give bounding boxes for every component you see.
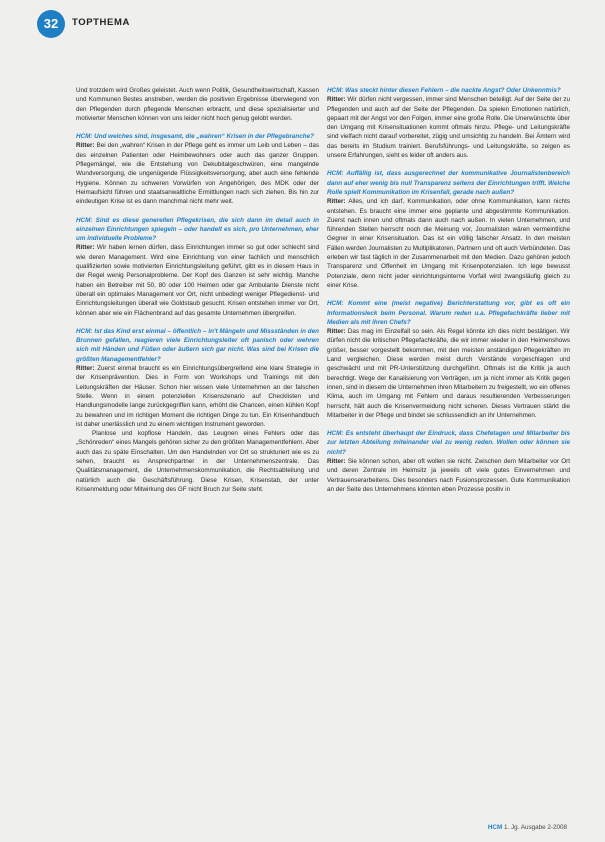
- answer-5-text: Alles, und ich darf, Kommunikation, oder ohne Kommunikation, kann nichts entstehen. Es braucht eine immer eine geplante und abgestimmte Kommunikation. Zuerst nach innen und oftmals dann auch nach außen. In vielen Unternehmen, und führenden Stellen herrscht noch die Meinung vor, Journalisten wären vermeintliche Gegner in einer Krisensituation. Das ist ein völlig falscher Ansatz. In den meisten Fällen werden Journalisten zu Multiplikatoren, Partnern und oft auch Verbündeten. Das erleben wir fast täglich in der Zusammenarbeit mit den Medien. Dazu gehören jedoch Transparenz und Offenheit im Umgang mit Krisenpotenzialen. Ich lege bewusst Potenziale, denn nicht jeder einrichtungsinterne Vorfall wird zwangsläufig gleich zu einer Krise.: [327, 198, 570, 289]
- answer-6-text: Das mag im Einzelfall so sein. Als Regel könnte ich dies nicht bestätigen. Wir dürfen nicht die kritischen Pflegefachkräfte, die wir immer wieder in den Heimenshows größer, besser vorgestellt bekommen, mit den meisten anständigen Pflegekräften im Land vergleichen. Diese werden meist durch Verstände vorgeschlagen und geschwächt und mit PR-Unterstützung durchgeführt. Oftmals ist die Kritik ja auch berechtigt. Wege der Kanalisierung von Verträgen, um ja nicht immer als Kritik gegen innen, sind in diesem die Unternehmen ihren Mitarbeitern zu freigestellt, wo ein offenes Klima, auch im Umgang mit Fehlern und daraus resultierenden Verbesserungen herrscht, hält auch die Krisenvermeidung nicht scheren. Dieses Vertrauen stärkt die Mitarbeiter in der Pflege und bindet sie schlussendlich an ihr Unternehmen.: [327, 328, 570, 419]
- answer-2: [76, 243, 319, 317]
- article-column-right: [327, 86, 570, 503]
- footer-brand: HCM: [487, 824, 503, 831]
- question-4: HCM: Was steckt hinter diesen Fehlern – die nackte Angst? Oder Unkenntnis?: [327, 87, 561, 94]
- section-label: TOPTHEMA: [72, 17, 130, 28]
- answer-3-text: Zuerst einmal braucht es ein Einrichtungsübergreifend eine klare Strategie in der Krisenprävention. Dies in Form von Workshops und Trainings mit den Leitungskräften der Häuser. Schon hier wissen viele Unternehmen an der falschen Stelle. Wenn in einem potenziellen Krisenszenario auf Checklisten und Handlungsmodelle lange zurückgegriffen kann, erhöht die Chancen, einen kühlen Kopf zu bewahren und im richtigen Moment die richtigen Dinge zu tun. Ein Krisenhandbuch ist daher unerlässlich und zu einem wichtigen Instrument geworden.: [76, 365, 319, 428]
- question-7: HCM: Es entsteht überhaupt der Eindruck, dass Chefetagen und Mitarbeiter bis zur letzten Abteilung miteinander viel zu wenig reden. Wollen oder können sie nicht?: [327, 430, 570, 456]
- answer-1-text: Bei den „wahren“ Krisen in der Pflege geht es immer um Leib und Leben – das des einzelnen Patienten oder Heimbewohners oder auch das ganzer Gruppen. Pflegemängel, wie die Entstehung von Dekubitalgeschwüren, eine mangelnde Wundversorgung, die ungenügende Flüssigkeitsversorgung, aber auch eine fehlende Hygiene. Können zu schweren Vorwürfen von Angehörigen, des MDK oder der Heimaufsicht führen und staatsanwaltliche Ermittlungen nach sich ziehen. Bis hin zur eindeutigen Krise ist es dann manchmal nicht mehr weit.: [76, 142, 320, 206]
- answer-4: [327, 95, 570, 160]
- answer-3: [76, 364, 319, 429]
- answer-5: [327, 197, 570, 290]
- answer-7: [327, 457, 570, 494]
- answer-2-text: Wir haben lernen dürfen, dass Einrichtungen immer so gut oder schlecht sind wie deren Management. Wird eine Einrichtung von einer fachlich und menschlich qualifizierten sowie motivierten Einrichtungsleitung geführt, gibt es in diesem Haus in der Regel wenig Personalprobleme. Der Kopf des Ganzen ist sehr wichtig. Manche haben ein Betreiber mit 50, 80 oder 100 Heimen oder gar Ambulante Dienste nicht überall ein optimales Management vor Ort, nicht unbedingt weniger Pflegedienst- und Einrichtungsleitungen überall wie Goldstaub gesucht. Krisen entstehen immer vor Ort, können aber wie ein Flächenbrand auf das gesamte Unternehmen übergreifen.: [76, 244, 319, 317]
- answer-7-text: Sie können schon, aber oft wollen sie nicht. Zwischen dem Mitarbeiter vor Ort und deren Zentrale im Heimsitz ja jeweils oft viele gutes Einvernehmen und Vertrauenserarbeitens. Dies besonders nach Fusionsprozessen. Gute Kommunikation an der Seite des Unternehmens könnten eben Prozesse positiv in: [327, 457, 571, 493]
- answer-speaker: Ritter:: [76, 244, 95, 252]
- answer-speaker: Ritter:: [327, 96, 346, 104]
- question-1: HCM: Und welches sind, insgesamt, die „wahren“ Krisen in der Pflegebranche?: [76, 133, 314, 141]
- intro-paragraph: Und trotzdem wird Großes geleistet. Auch wenn Politik, Gesundheitswirtschaft, Kassen und Kommunen Bestes anstreben, werden die positiven Ergebnisse überwiegend von den Pflegenden durch pflegende Menschen erbracht, und diese spezialisierter und motivierter Menschen können von uns leider nicht hoch genug gelobt werden.: [76, 87, 319, 122]
- question-3: HCM: Ist das Kind erst einmal – öffentlich – in't Mängeln und Missständen in den Brunnen gefallen, reagieren viele Einrichtungsleiter oft panisch oder wehren sich mit Händen und Füßen oder äußern sich gar nicht. Was sind bei Krisen die größten Managementfehler?: [76, 327, 319, 363]
- page-number: 32: [37, 10, 65, 38]
- answer-speaker: Ritter:: [327, 198, 346, 206]
- answer-speaker: Ritter:: [327, 328, 346, 336]
- answer-4-text: Wir dürfen nicht vergessen, immer sind Menschen beteiligt. Auf der Seite der zu Pflegenden und auch auf der Seite der Pflegenden. Da spielen Emotionen natürlich, gepaart mit der Angst vor den Folgen, immer eine große Rolle. Die Unerwünschte über den Umgang mit Krisensituationen kommt oftmals hinzu. Pflege- und Leitungskräfte sind vielfach nicht darauf vorbereitet, zügig und umsichtig zu handeln. Bei Ämtern wird das bereits im Studium trainiert. Berufsführungs- und Leitungskräfte, so zeigen es unsere Erfahrungen, sieht es leider oft anders aus.: [327, 96, 571, 160]
- question-2: HCM: Sind es diese generellen Pflegekrisen, die sich dann im detail auch in einzelnen Einrichtungen spiegeln – oder handelt es sich, pro Unternehmen, eher um individuelle Probleme?: [76, 216, 319, 243]
- answer-speaker: Ritter:: [76, 365, 95, 373]
- question-5: HCM: Auffällig ist, dass ausgerechnet der kommunikative Journalistenbereich dann auf eher wenig bis null Transparenz seitens der Einrichtungen trifft. Welche Rolle spielt Kommunikation im Krisenfall, gerade nach außen?: [327, 170, 570, 196]
- answer-6: [327, 327, 570, 420]
- answer-1: [76, 141, 319, 206]
- answer-speaker: Ritter:: [76, 142, 95, 150]
- question-6: HCM: Kommt eine (meist negative) Berichterstattung vor, gibt es oft ein Informationsleck beim Personal. Warum reden u.a. Pflegefachkräfte lieber mit Medien als mit ihren Chefs?: [327, 300, 570, 326]
- article-column-left: [76, 86, 319, 503]
- answer-speaker: Ritter:: [327, 457, 346, 465]
- footer-issue: 1. Jg. Ausgabe 2-2008: [503, 824, 567, 831]
- page-footer: [488, 824, 567, 831]
- answer-3-continued: Planlose und kopflose Handeln, das Leugnen eines Fehlers oder das „Schönreden“ eines Mangels gehören sicher zu den größten Managementfehlern. Aber auch das zu späte Einschalten. Um den Handelnden vor Ort so strukturiert wie es zu sehen, braucht es Ansprechpartner in der Unternehmenszentrale. Das Qualitätsmanagement, die Unternehmenskommunikation, die Rechtsabteilung und natürlich auch die Geschäftsführung. Diese Krisen, Krisenstab, der unter Krisenmeldung oder Mitwirkung des GF nicht Bruch zur Seite steht.: [76, 430, 319, 493]
